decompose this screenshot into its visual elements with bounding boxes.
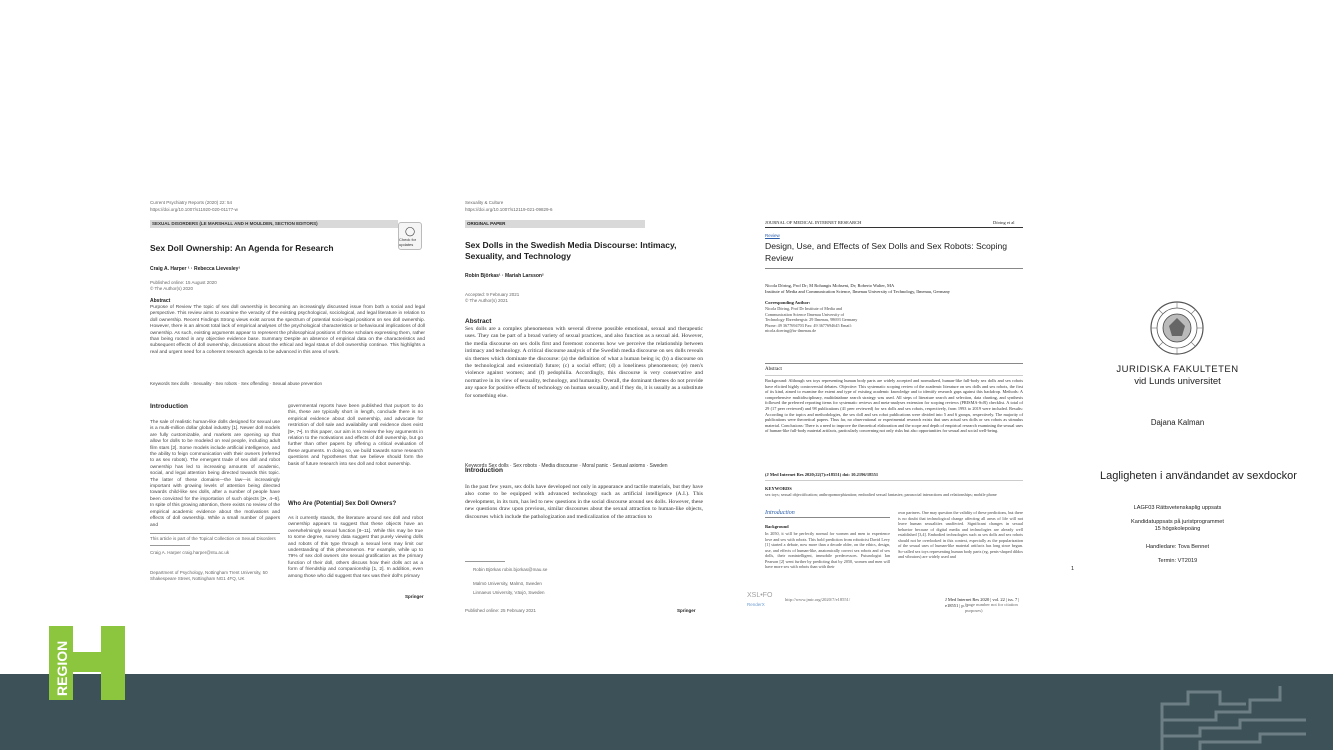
author-list: Craig A. Harper ¹ · Rebecca Lievesley¹: [150, 266, 241, 272]
affiliation-1: Malmö University, Malmö, Sweden: [473, 581, 542, 586]
topical-collection: This article is part of the Topical Collection on Sexual Disorders: [150, 536, 276, 541]
keywords-heading: KEYWORDS: [765, 486, 792, 491]
correspondence: Robin Björkas robin.bjorkas@mau.se: [473, 567, 548, 572]
check-for-updates-badge[interactable]: ◯ Check for updates: [398, 222, 422, 250]
journal-line: Current Psychiatry Reports (2020) 22: 54: [150, 200, 233, 205]
university-name: vid Lunds universitet: [1134, 376, 1221, 387]
intro-heading: Introduction: [765, 510, 890, 518]
publisher-logo: Springer: [405, 594, 424, 599]
abstract-heading: Abstract: [150, 298, 171, 304]
keywords: Keywords Sex dolls · Sexuality · Sex robots · Sex offending · Sexual abuse prevention: [150, 381, 323, 386]
abstract-heading: Abstract: [465, 318, 492, 325]
footer-citation: J Med Internet Res 2020 | vol. 22 | iss. 7 | e18551 | p. 1: [945, 597, 1020, 608]
author-list: Nicola Döring, Prof Dr; M Rohangis Mohseni, Dr; Roberto Walter, MA: [765, 283, 895, 288]
correspondence: Craig A. Harper craig.harper@ntu.ac.uk: [150, 550, 230, 555]
intro-right-text: own partners. One may question the validity of these predictions, but there is no doubt that technological change affecting all areas of life will not leave human sexualities unaffected. Significant changes in sexual behavior because of digital media and technologies are already well established [3,4]. Embodied technologies such as sex dolls and sex robots should not be overlooked in this context, especially as the popularization of the sexual uses of human-like material artifacts has long since begun. So-called sex toys representing human body parts (eg, penis-shaped dildos and vibrators) are widely used and: [898, 510, 1024, 559]
course-code: LAGF03 Rättsvetenskaplig uppsats: [1133, 505, 1222, 511]
keywords: Keywords Sex dolls · Sex robots · Media discourse · Moral panic · Sexual axioms · Sweden: [465, 463, 668, 469]
supervisor: Handledare: Tova Bennet: [1145, 544, 1210, 550]
intro-heading: Introduction: [150, 403, 188, 410]
review-tag[interactable]: Review: [765, 233, 780, 238]
right-column-text: governmental reports have been published that purport to do this, these are typically short in length, conclude there is no empirical evidence about doll ownership, and advocate for restriction of doll sale and availability until evidence does exist [5•, 7•]. In this paper, our aim is to review the key arguments in relation to the motivations and effects of doll ownership, but go further than other papers by offering a critical evaluation of these arguments. In doing so, we build towards some research questions and hypotheses that we believe should form the basis of future research into sex doll and robot ownership.: [288, 404, 423, 467]
publisher-logo: Springer: [677, 608, 696, 613]
original-paper-bar: ORIGINAL PAPER: [465, 220, 645, 228]
paper-title: Sex Doll Ownership: An Agenda for Research: [150, 243, 334, 253]
journal-name: Sexuality & Culture: [465, 200, 504, 205]
copyright: © The Author(s) 2021: [465, 298, 509, 303]
skyline-logo: [1160, 684, 1310, 750]
abstract-text: Purpose of Review The topic of sex doll ownership is becoming an increasingly discussed issue from both a social and legal perspective. This review aims to examine the veracity of the existing psychological, sociological, and legal literature in relation to doll ownership. Recent Findings Strong views exist across the spectrum of potential socio-legal positions on sex doll ownership. However, there is an almost total lack of empirical analyses of the psychological characteristics or behavioural implications of doll ownership. As such, existing arguments appear to represent the philosophical positions of those scholars expressing them, rather than being rooted in any objective evidence base. Summary Despite an absence of empirical data on the characteristics and subsequent effects of doll ownership, discussions about the ethical and legal status of doll ownership continue. This highlights a real and urgent need for a coherent research agenda to be advanced in this area of work.: [150, 305, 425, 355]
renderx-logo: RenderX: [747, 602, 765, 607]
footer-note: (page number not for citation purposes): [965, 602, 1018, 613]
citation: (J Med Internet Res 2020;22(7):e18551) doi: 10.2196/18551: [765, 472, 879, 477]
paper-title: Design, Use, and Effects of Sex Dolls and Sex Robots: Scoping Review: [765, 241, 1008, 263]
background-heading: Background: [765, 524, 789, 529]
region-logo-text: REGION: [54, 640, 70, 696]
footer-url[interactable]: http://www.jmir.org/2020/7/e18551/: [785, 597, 851, 602]
program-line-2: 15 högskolepoäng: [1154, 526, 1201, 532]
abstract-text: Sex dolls are a complex phenomenon with several diverse possible emotional, sexual and therapeutic uses. They can be part of a broad variety of sexual practices, and also function as a sexual aid. However, the media discourse on sex dolls first and foremost concerns how we perceive the relationship between intimacy and technology. A critical discourse analysis of the Swedish media discourse on sex dolls reveals six themes which dominate the discourse: (a) the definition of what a human being is; (b) a discourse on the technological and existential) future; (c) a social effort; (d) a loneliness phenomenon; (e) men's violence against women; and (f) pedophilia. Accordingly, this discourse is very conservative and normative in its view of sexuality, technology, and humanity. Overall, the dominant themes do not provide any space for positive effects of technology on human sexuality, and if they do, it is usually as a substitute for something else.: [465, 326, 703, 399]
intro-heading: Introduction: [465, 467, 503, 474]
corresponding-details: Nicola Döring, Prof Dr Institute of Media and Communication Science Ilmenau University of Technology Ehrenbergstr. 29 Ilmenau, 98693 Germany Phone: 49 3677694703 Fax: 49 3677694645 Email: nicola.doering@tu-ilmenau.de: [765, 306, 858, 333]
published-online: Published online: 25 February 2021: [465, 608, 537, 613]
corresponding-heading: Corresponding Author:: [765, 300, 811, 305]
term: Termin: VT2019: [1157, 558, 1198, 564]
program-line-1: Kandidatuppsats på juristprogrammet: [1131, 519, 1224, 525]
affiliation-2: Linnaeus University, Växjö, Sweden: [473, 590, 545, 595]
author-short: Döring et al: [993, 220, 1015, 225]
thesis-title: Lagligheten i användandet av sexdockor: [1100, 470, 1297, 482]
thesis-cover-page: [1060, 300, 1320, 580]
xsl-fo-logo: XSL•FO: [747, 592, 773, 599]
affiliation: Department of Psychology, Nottingham Trent University, 50 Shakespeare Street, Nottingham NG1 4FQ, UK: [150, 570, 268, 581]
abstract-heading: Abstract: [765, 367, 782, 372]
intro-left-text: In 2050, it will be perfectly normal for women and men to experience love and sex with robots. This bold prediction from roboticist David Levy [1] started a debate, now more than a decade older, on the ethics, design, use, and effects of human-like, anatomically correct sex robots and of sex dolls, their nonintelligent, immobile predecessors. Futurologist Ian Pearson [2] went further by predicting that by 2050, women and men will have more sex with robots than with their: [765, 531, 890, 569]
paper-page-swedish-media: [465, 198, 725, 618]
page-number: 1: [1071, 566, 1075, 572]
faculty-name: JURIDISKA FAKULTETEN: [1116, 364, 1239, 375]
journal-name: JOURNAL OF MEDICAL INTERNET RESEARCH: [765, 220, 862, 225]
thesis-author: Dajana Kalman: [1150, 418, 1205, 427]
who-text: As it currently stands, the literature around sex doll and robot ownership appears to suggest that these objects have an overwhelmingly sexual function [8–11]. While this may be true to some degree, survey data suggest that purely viewing dolls and robots of this type through a sexual lens may limit our understanding of this phenomenon. For example, while up to 79% of sex doll owners cite sexual gratification as the primary function of their doll, others discuss how their dolls act as a form of friendship and companionship [1, 2]. In addition, even among those who did suggest that sex was their doll's primary: [288, 516, 423, 579]
author-list: Robin Björkas¹ · Mariah Larsson²: [465, 273, 544, 279]
affiliation: Institute of Media and Communication Science, Ilmenau University of Technology, Ilmenau, Germany: [765, 289, 951, 294]
lund-university-seal-icon: [1149, 300, 1205, 356]
accepted-date: Accepted: 9 February 2021: [465, 292, 520, 297]
copyright: © The Author(s) 2020: [150, 286, 194, 291]
who-heading: Who Are (Potential) Sex Doll Owners?: [288, 501, 397, 507]
paper-title: Sex Dolls in the Swedish Media Discourse: Intimacy, Sexuality, and Technology: [465, 240, 677, 261]
published-date: Published online: 15 August 2020: [150, 280, 217, 285]
doi-line: https://doi.org/10.1007/s12119-021-09829-6: [465, 207, 553, 212]
region-logo: [49, 626, 125, 700]
footer-band: [0, 674, 1333, 750]
section-bar: SEXUAL DISORDERS (LE MARSHALL AND H MOULDEN, SECTION EDITORS): [150, 220, 398, 228]
check-icon: ◯: [404, 225, 416, 236]
keywords: sex toys; sexual objectification; anthropomorphization; embodied sexual fantasies; parasocial interactions and relationships; mobile phone: [765, 492, 997, 497]
paper-page-sex-doll-ownership: [150, 198, 430, 608]
paper-page-jmir-scoping-review: [747, 220, 1030, 615]
intro-text: The sale of realistic human-like dolls designed for sexual use is a multi-million dollar global industry [1]. Newer doll models are fully customizable, and markets are opening up that allow for dolls to be modeled on real people, including adult film stars [2]. Some models include artificial intelligence, and the ability to feign communication with their owners (referred to as sex robots). The emergent trade of sex doll and robot ownership has led to increasing amounts of academic, social, and legal attention being directed towards this topic. The latter of these domains—the law—is increasingly important with growing levels of attention being directed towards child-like sex dolls, after a number of people have been convicted for the importation of such objects [3•, 4–6]. In spite of this growing attention, there exists no review of the empirical academic evidence about the motivations and effects of doll ownership. While a small number of papers and: [150, 420, 280, 528]
abstract-text: Background: Although sex toys representing human body parts are widely accepted and normalized, human-like full-body sex dolls and sex robots have elicited highly controversial debates. Objective: This systematic scoping review of the academic literature on sex dolls and sex robots, the first of its kind, aimed to examine the extent and type of existing academic knowledge and to identify research gaps against this backdrop. Methods: A comprehensive multidisciplinary, multidatabase search strategy was used. All steps of literature search and selection, data charting, and synthesis followed the preferred reporting items for systematic reviews and meta-analyses extension for scoping reviews (PRISMA-ScR) checklist. A total of 29 (17 peer reviewed) and 98 publications (41 peer reviewed) for sex dolls and sex robots, respectively, from 1993 to 2019 were included. Results: According to the topics and methodologies, the sex doll and sex robot publications were divided into 5 and 6 groups, respectively. The majority of publications were theoretical papers. Thus far, no observational or experimental research exists that uses actual sex dolls or sex robots as stimulus material. Conclusions: There is a need to improve the theoretical elaboration and the scope and depth of empirical research examining the sexual uses of human-like full-body material artifacts, particularly concerning not only risks but also opportunities for sexual and social well-being.: [765, 378, 1023, 434]
doi-line: https://doi.org/10.1007/s11920-020-01177-w: [150, 207, 238, 212]
intro-text: In the past few years, sex dolls have developed not only in appearance and tactile materials, but they have also come to be equipped with advanced technology such as artificial intelligence (A.I.). This development, in its turn, has led to new questions in the social discourse around sex dolls. However, these new questions draw upon previous, similar discourses about the sexual attraction to human-like objects, discourses which include the pathologization and medicalization of the attraction to: [465, 484, 703, 520]
